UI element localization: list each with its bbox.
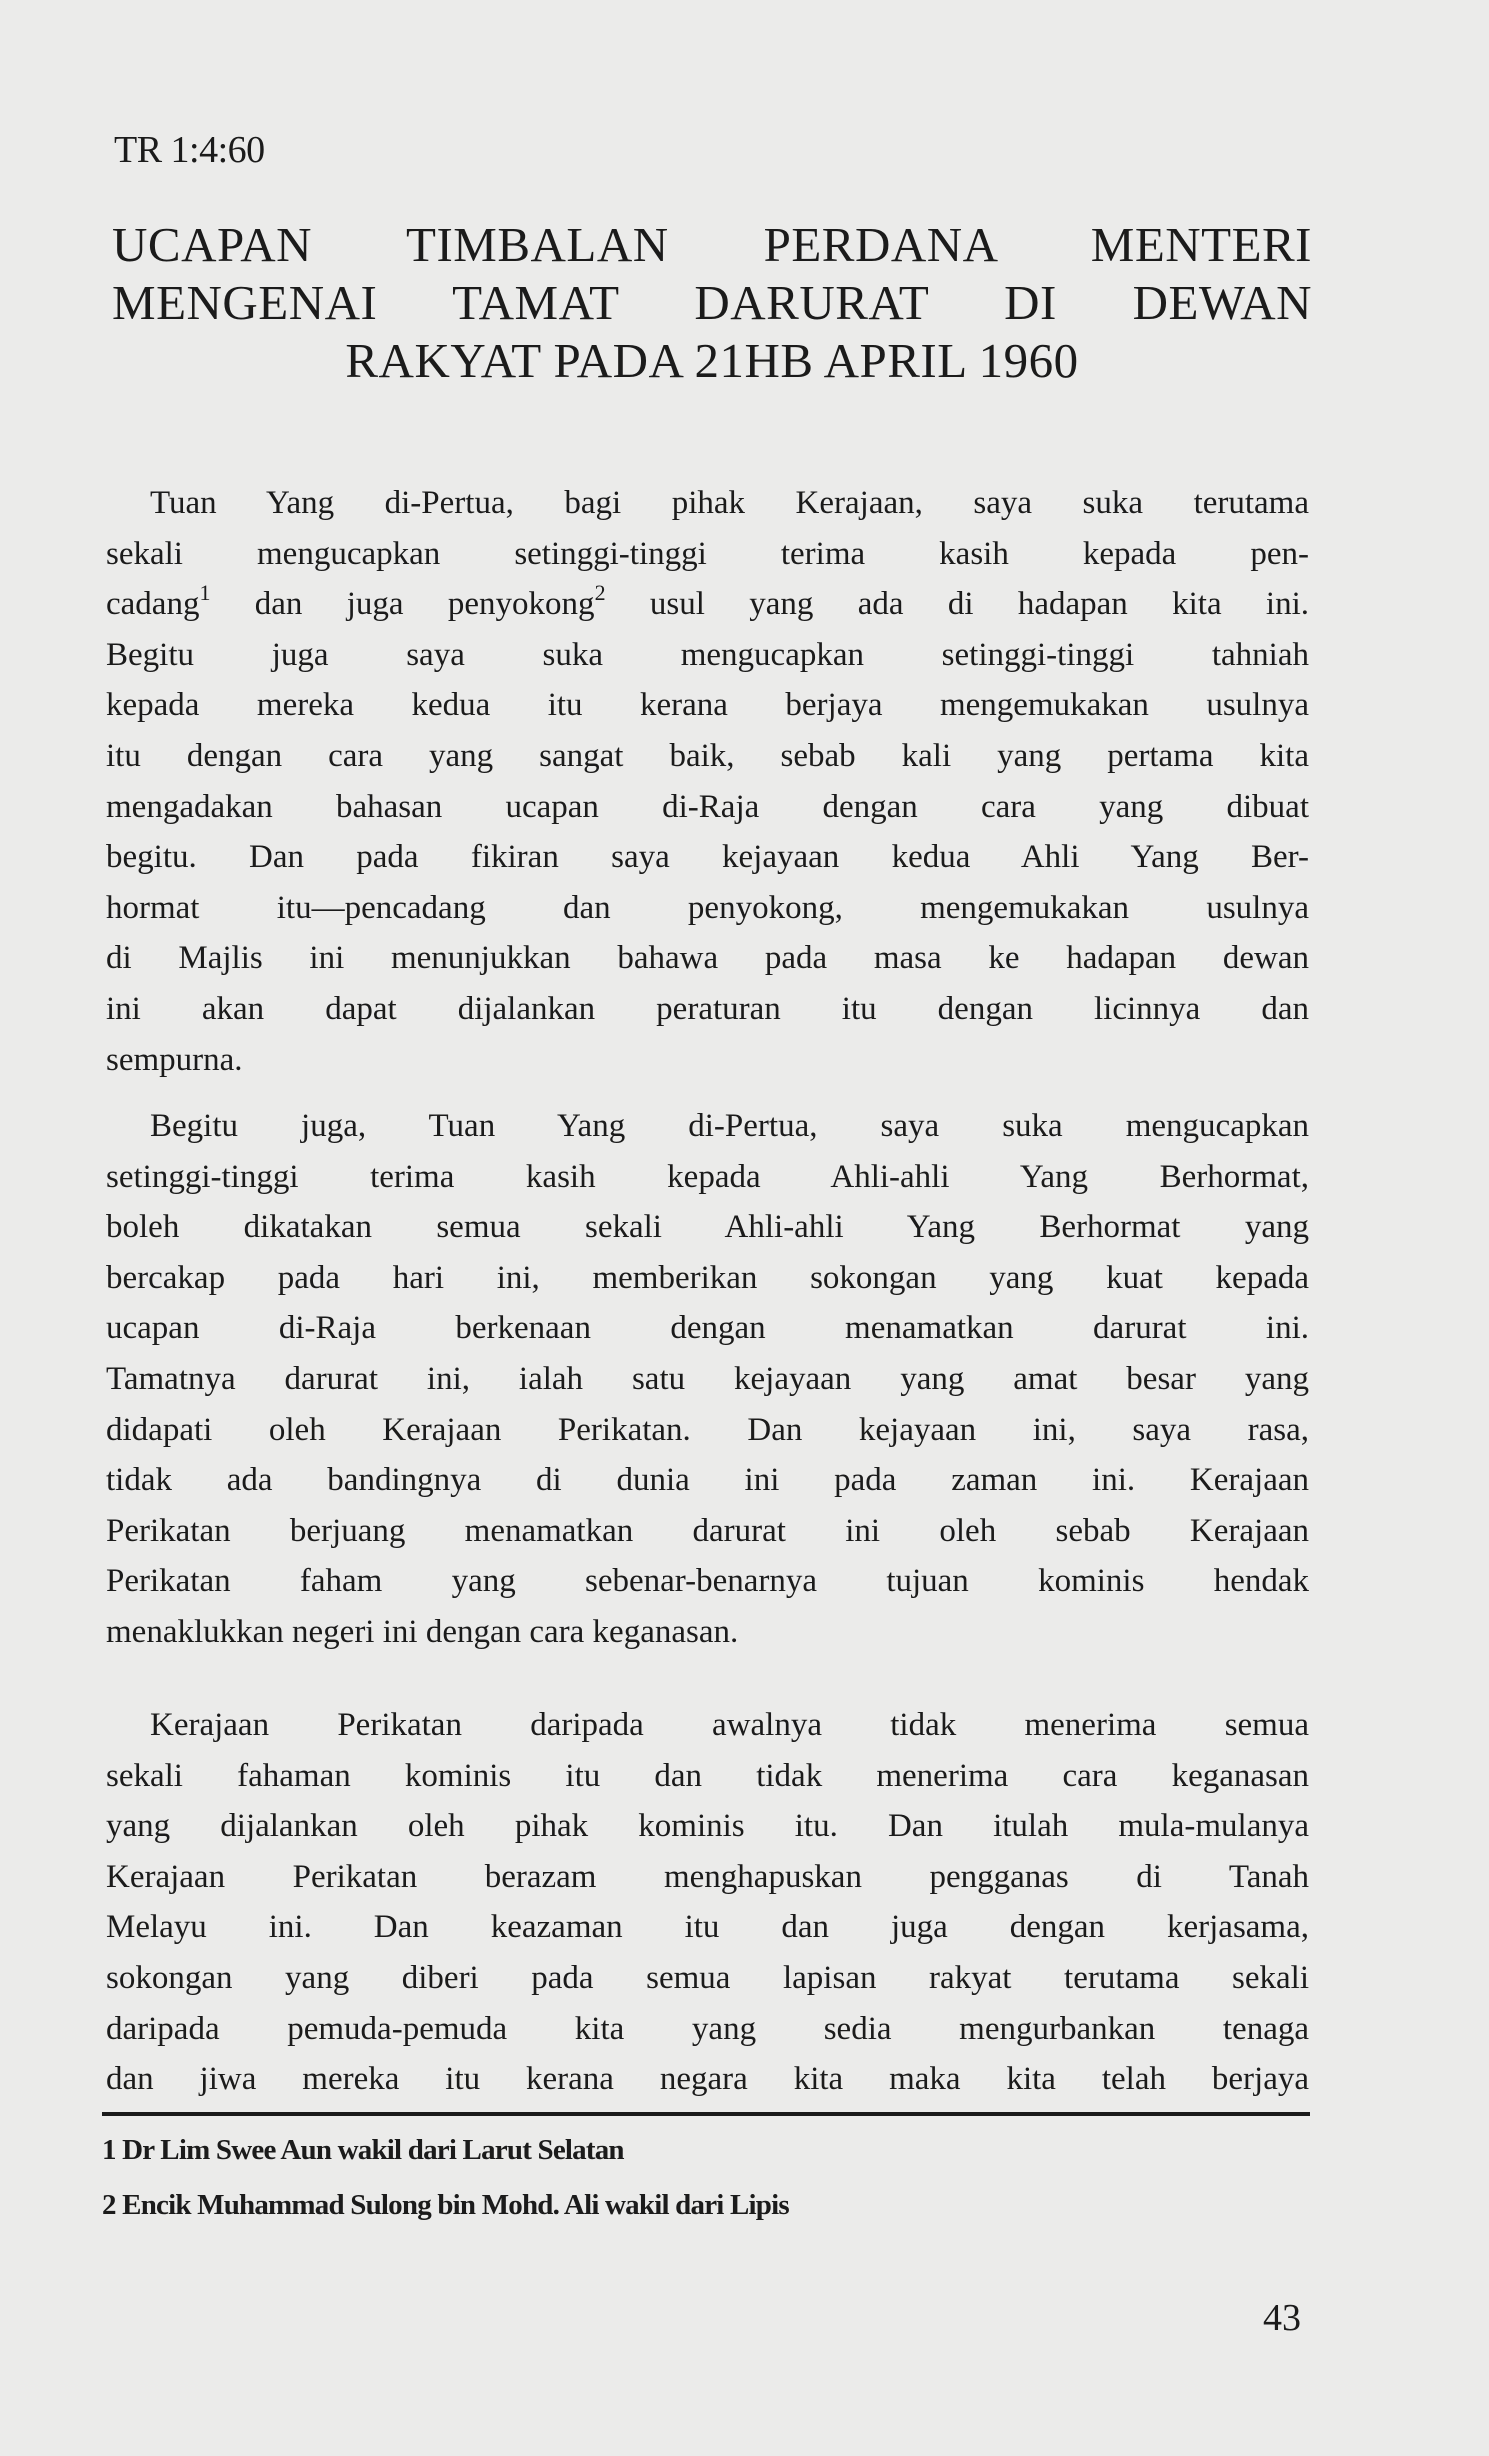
text-line: sempurna.	[106, 1041, 243, 1078]
paragraph-2	[106, 1101, 1309, 1658]
text-line: dan jiwa mereka itu kerana negara kita maka kita telah berjaya	[106, 2061, 1309, 2098]
text-line: tidak ada bandingnya di dunia ini pada zaman ini. Kerajaan	[106, 1462, 1309, 1499]
text-segment: usul yang ada di hadapan kita ini.	[605, 586, 1310, 623]
text-line: Kerajaan Perikatan berazam menghapuskan pengganas di Tanah	[106, 1858, 1309, 1895]
text-line: Kerajaan Perikatan daripada awalnya tidak menerima semua	[150, 1707, 1309, 1743]
document-reference: TR 1:4:60	[114, 129, 265, 171]
footnote-divider	[102, 2112, 1310, 2116]
text-line: sekali fahaman kominis itu dan tidak menerima cara keganasan	[106, 1757, 1309, 1794]
text-line: daripada pemuda-pemuda kita yang sedia mengurbankan tenaga	[106, 2010, 1309, 2047]
title-line: MENGENAI TAMAT DARURAT DI DEWAN	[112, 275, 1312, 330]
text-line: menaklukkan negeri ini dengan cara keganasan.	[106, 1613, 739, 1650]
text-line: hormat itu—pencadang dan penyokong, mengemukakan usulnya	[106, 889, 1309, 926]
text-line: Begitu juga saya suka mengucapkan setinggi-tinggi tahniah	[106, 636, 1309, 673]
text-segment: cadang	[106, 586, 200, 623]
text-line: Tamatnya darurat ini, ialah satu kejayaan yang amat besar yang	[106, 1360, 1309, 1397]
page-number: 43	[1263, 2297, 1301, 2339]
text-line: boleh dikatakan semua sekali Ahli-ahli Yang Berhormat yang	[106, 1209, 1309, 1246]
text-line: mengadakan bahasan ucapan di-Raja dengan cara yang dibuat	[106, 788, 1309, 825]
text-line: Perikatan faham yang sebenar-benarnya tujuan kominis hendak	[106, 1563, 1309, 1600]
text-line: Melayu ini. Dan keazaman itu dan juga dengan kerjasama,	[106, 1909, 1309, 1946]
page-title	[112, 216, 1312, 390]
text-line: ucapan di-Raja berkenaan dengan menamatkan darurat ini.	[106, 1310, 1309, 1347]
paragraph-1	[106, 478, 1309, 1085]
footnote-1: 1 Dr Lim Swee Aun wakil dari Larut Selatan	[102, 2134, 624, 2166]
text-line	[106, 579, 1309, 630]
text-line: ini akan dapat dijalankan peraturan itu dengan licinnya dan	[106, 990, 1309, 1027]
text-line: begitu. Dan pada fikiran saya kejayaan kedua Ahli Yang Ber-	[106, 839, 1309, 876]
text-line: itu dengan cara yang sangat baik, sebab kali yang pertama kita	[106, 737, 1309, 774]
footnote-2: 2 Encik Muhammad Sulong bin Mohd. Ali wakil dari Lipis	[102, 2189, 789, 2221]
text-line: kepada mereka kedua itu kerana berjaya mengemukakan usulnya	[106, 687, 1309, 724]
paragraph-3	[106, 1700, 1309, 2105]
footnote-marker: 2	[594, 580, 606, 606]
text-line: yang dijalankan oleh pihak kominis itu. Dan itulah mula-mulanya	[106, 1808, 1309, 1845]
footnote-marker: 1	[199, 580, 211, 606]
text-line: Tuan Yang di-Pertua, bagi pihak Kerajaan, saya suka terutama	[150, 485, 1309, 521]
text-line: sekali mengucapkan setinggi-tinggi terima kasih kepada pen-	[106, 535, 1309, 572]
title-line: UCAPAN TIMBALAN PERDANA MENTERI	[112, 217, 1312, 272]
text-line: bercakap pada hari ini, memberikan sokongan yang kuat kepada	[106, 1259, 1309, 1296]
title-line: RAKYAT PADA 21HB APRIL 1960	[345, 333, 1079, 388]
text-line: sokongan yang diberi pada semua lapisan rakyat terutama sekali	[106, 1959, 1309, 1996]
text-segment: dan juga penyokong	[210, 586, 595, 623]
text-line: setinggi-tinggi terima kasih kepada Ahli-ahli Yang Berhormat,	[106, 1158, 1309, 1195]
text-line: di Majlis ini menunjukkan bahawa pada masa ke hadapan dewan	[106, 940, 1309, 977]
text-line: didapati oleh Kerajaan Perikatan. Dan kejayaan ini, saya rasa,	[106, 1411, 1309, 1448]
text-line: Perikatan berjuang menamatkan darurat ini oleh sebab Kerajaan	[106, 1512, 1309, 1549]
text-line: Begitu juga, Tuan Yang di-Pertua, saya suka mengucapkan	[150, 1108, 1309, 1144]
